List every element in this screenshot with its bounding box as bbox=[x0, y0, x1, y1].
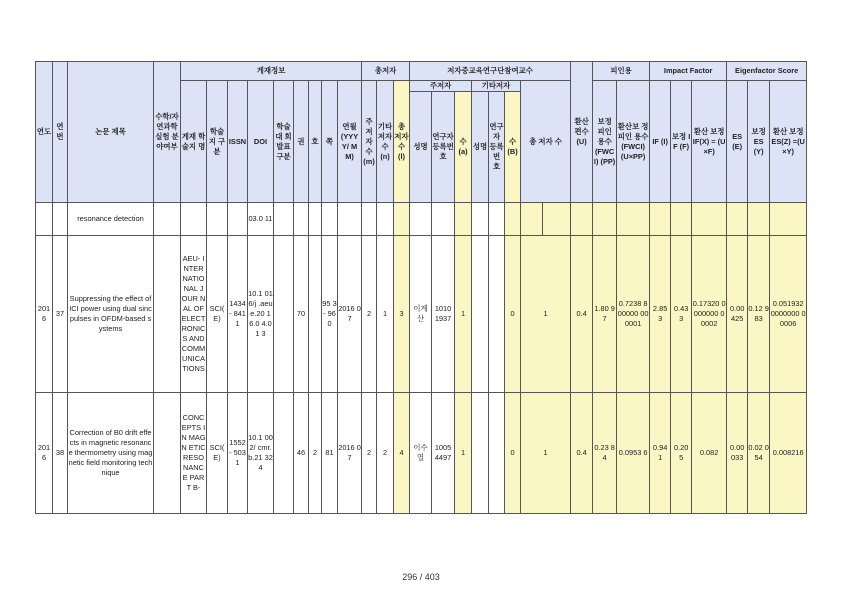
header-page: 쪽 bbox=[322, 81, 338, 203]
header-converted-citation: 환산보 정피인 용수 (FWCI) (U×PP) bbox=[617, 81, 650, 203]
header-group-eigenfactor: Eigenfactor Score bbox=[727, 62, 807, 81]
row-corrected-citation: 1.80 97 bbox=[593, 236, 617, 393]
header-doi: DOI bbox=[248, 81, 274, 203]
row-field bbox=[154, 393, 181, 514]
row-converted-es: 0.008216 bbox=[770, 393, 807, 514]
row-volume: 70 bbox=[294, 236, 309, 393]
header-other-authors: 기타 저자 수 (n) bbox=[377, 81, 394, 203]
row-page: 81 bbox=[322, 393, 338, 514]
header-first-count: 수 (a) bbox=[455, 92, 472, 203]
header-converted: 환산 편수 (U) bbox=[571, 62, 593, 203]
row-es: 0.00 033 bbox=[727, 393, 748, 514]
row-date: 2016 07 bbox=[338, 236, 362, 393]
header-issn: ISSN bbox=[228, 81, 248, 203]
row-first-count: 1 bbox=[455, 236, 472, 393]
row-other-id bbox=[489, 236, 505, 393]
header-main-authors: 주 저자 수 (m) bbox=[362, 81, 377, 203]
header-first-name: 성명 bbox=[410, 92, 432, 203]
header-year: 연도 bbox=[36, 62, 53, 203]
header-other-author-group: 기타저자 bbox=[472, 81, 521, 92]
row-other-count: 0 bbox=[505, 393, 521, 514]
header-number: 호 bbox=[309, 81, 322, 203]
row-title: Suppressing the effect of ICI power using dual sinc pulses in OFDM-based systems bbox=[68, 236, 154, 393]
row-first-count: 1 bbox=[455, 393, 472, 514]
row-domestic bbox=[274, 393, 294, 514]
row-doi: 10.1 002/ cmr. b.21 324 bbox=[248, 393, 274, 514]
header-other-id: 연구자 등록번 호 bbox=[489, 92, 505, 203]
header-group-publication: 게재정보 bbox=[181, 62, 362, 81]
row-doi: 03.0 11 bbox=[248, 203, 274, 236]
row-issn: 1434 - 8411 bbox=[228, 236, 248, 393]
row-journal-class: SCI( E) bbox=[207, 393, 228, 514]
row-seq: 37 bbox=[53, 236, 68, 393]
header-seq: 연번 bbox=[53, 62, 68, 203]
publication-table bbox=[35, 61, 807, 514]
row-converted-if: 0.082 bbox=[692, 393, 727, 514]
row-journal-class: SCI( E) bbox=[207, 236, 228, 393]
header-date: 연월 (YYYY/ MM) bbox=[338, 81, 362, 203]
row-other-id bbox=[489, 393, 505, 514]
row-title: Correction of B0 drift effects in magnetic resonance thermometry using magnetic field monitoring technique bbox=[68, 393, 154, 514]
row-other-name bbox=[472, 236, 489, 393]
row-if: 0.94 1 bbox=[650, 393, 671, 514]
table-row bbox=[36, 236, 807, 393]
header-volume: 권 bbox=[294, 81, 309, 203]
header-total-authors: 총 저자 수 (l) bbox=[394, 81, 410, 203]
row-corrected-if: 0.43 3 bbox=[671, 236, 692, 393]
header-converted-if: 환산 보정 IF(X) = (U×F) bbox=[692, 81, 727, 203]
row-number bbox=[309, 236, 322, 393]
header-group-faculty: 저자중교육연구단참여교수 bbox=[410, 62, 571, 81]
row-total-participants: 1 bbox=[521, 393, 571, 514]
header-group-total-authors: 총저자 bbox=[362, 62, 410, 81]
header-journal-class: 학술지 구분 bbox=[207, 81, 228, 203]
header-domestic: 학술대 회발표 구분 bbox=[274, 81, 294, 203]
page-indicator: 296 / 403 bbox=[402, 572, 440, 582]
row-converted-if: 0.17320 0000000 00002 bbox=[692, 236, 727, 393]
header-corrected-if: 보정 IF (F) bbox=[671, 81, 692, 203]
row-total-authors: 3 bbox=[394, 236, 410, 393]
header-other-count: 수 (B) bbox=[505, 92, 521, 203]
header-es: ES (E) bbox=[727, 81, 748, 203]
header-field: 수학/자연과학실험 분야여부 bbox=[154, 62, 181, 203]
row-total-authors: 4 bbox=[394, 393, 410, 514]
row-corrected-if: 0.20 5 bbox=[671, 393, 692, 514]
header-paper-title: 논문 제목 bbox=[68, 62, 154, 203]
table-row bbox=[36, 393, 807, 514]
row-es: 0.00 425 bbox=[727, 236, 748, 393]
row-journal: CONC EPTS IN MAGN ETIC RESO NANC E PART B- bbox=[181, 393, 207, 514]
header-first-id: 연구자 등록번 호 bbox=[432, 92, 455, 203]
row-other-authors: 2 bbox=[377, 393, 394, 514]
row-first-name: 이계 산 bbox=[410, 236, 432, 393]
header-converted-es: 환산 보정 ES(Z) =(U×Y) bbox=[770, 81, 807, 203]
row-if: 2.85 3 bbox=[650, 236, 671, 393]
row-converted-citation: 0.7238 800000 000001 bbox=[617, 236, 650, 393]
row-domestic bbox=[274, 236, 294, 393]
row-corrected-citation: 0.23 84 bbox=[593, 393, 617, 514]
row-date: 2016 07 bbox=[338, 393, 362, 514]
row-issn: 1552 - 5031 bbox=[228, 393, 248, 514]
header-total-participants: 총 저자 수 bbox=[521, 81, 571, 203]
row-year: 201 6 bbox=[36, 393, 53, 514]
row-main-authors: 2 bbox=[362, 236, 377, 393]
row-number: 2 bbox=[309, 393, 322, 514]
table-row-continuation bbox=[36, 203, 807, 236]
row-other-name bbox=[472, 393, 489, 514]
row-converted: 0.4 bbox=[571, 236, 593, 393]
row-total-participants: 1 bbox=[521, 236, 571, 393]
row-first-id: 1005 4497 bbox=[432, 393, 455, 514]
header-corrected-es: 보정 ES (Y) bbox=[748, 81, 770, 203]
header-other-name: 성명 bbox=[472, 92, 489, 203]
row-corrected-es: 0.02 054 bbox=[748, 393, 770, 514]
header-corrected-citation: 보정 피인 용수 (FWC I) (PP) bbox=[593, 81, 617, 203]
row-doi: 10.1 016/j .aeu e.20 16.0 4.01 3 bbox=[248, 236, 274, 393]
row-other-authors: 1 bbox=[377, 236, 394, 393]
row-year: 201 6 bbox=[36, 236, 53, 393]
row-journal: AEU- INTER NATIO NAL JOUR NAL OF ELECT RONIC S AND COMM UNICA TIONS bbox=[181, 236, 207, 393]
row-main-authors: 2 bbox=[362, 393, 377, 514]
row-page: 95 3- 96 0 bbox=[322, 236, 338, 393]
row-converted: 0.4 bbox=[571, 393, 593, 514]
row-converted-citation: 0.0953 6 bbox=[617, 393, 650, 514]
row-other-count: 0 bbox=[505, 236, 521, 393]
header-journal: 게재 학술지 명 bbox=[181, 81, 207, 203]
header-group-impact-factor: Impact Factor bbox=[650, 62, 727, 81]
header-if: IF (I) bbox=[650, 81, 671, 203]
header-first-author-group: 주저자 bbox=[410, 81, 472, 92]
row-first-id: 1010 1937 bbox=[432, 236, 455, 393]
row-converted-es: 0.051932 0000000 00006 bbox=[770, 236, 807, 393]
row-seq: 38 bbox=[53, 393, 68, 514]
row-title: resonance detection bbox=[68, 203, 154, 236]
header-group-citation: 피인용 bbox=[593, 62, 650, 81]
row-corrected-es: 0.12 983 bbox=[748, 236, 770, 393]
row-volume: 46 bbox=[294, 393, 309, 514]
row-field bbox=[154, 236, 181, 393]
row-first-name: 이수 열 bbox=[410, 393, 432, 514]
